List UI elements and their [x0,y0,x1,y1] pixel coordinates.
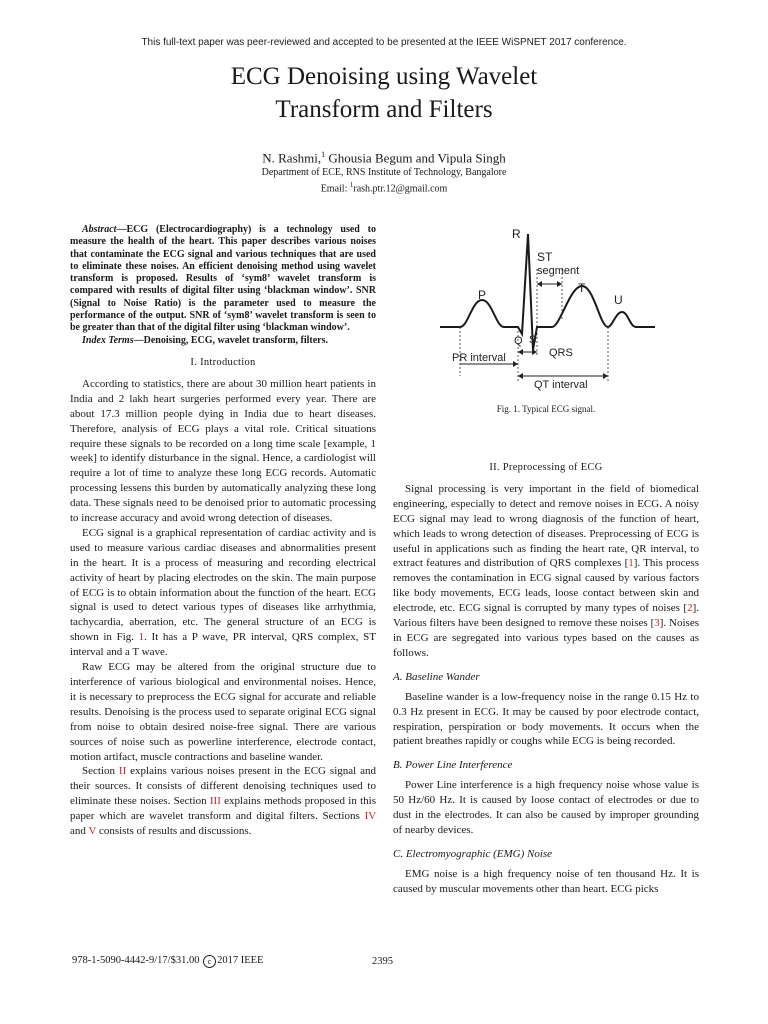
index-terms-label: Index Terms [82,334,134,346]
title-line-2: Transform and Filters [275,96,493,123]
intro-p4-text-c: explains methods proposed in this paper which are wavelet transform and digital filters. Sections [70,795,376,823]
index-terms-text: —Denoising, ECG, wavelet transform, filters. [133,334,329,346]
subsection-power-line: B. Power Line Interference [393,759,513,772]
label-segment: segment [537,265,580,277]
intro-paragraph-1: According to statistics, there are about 30 million heart patients in India and 2 lakh heart surgeries performed every year. There are about 17.3 million people dying in India due to heart diseases. Therefore, analysis of ECG plays a vital role. Critical situations require these signals to be recorded on a long time scale [example, 1 week] to identify disturbance in the signal. Hence, a cardiologist will require a lot of time to analyze these long ECG records. Automatic processing lessens this burden by automatically analyzing these long data. These signals need to be denoised prior to automatic processing to increase accuracy and avoid wrong detection of diseases. [70,377,376,525]
subsection-baseline-wander: A. Baseline Wander [393,670,480,683]
label-pr-interval: PR interval [452,352,506,364]
citation-2-link[interactable]: 2 [687,602,693,615]
prep-text-c: ]. Various filters have been designed to remove these noises [ [393,602,699,630]
title-line-1: ECG Denoising using Wavelet [230,63,538,90]
label-u: U [614,293,623,307]
section-iii-link[interactable]: III [209,795,221,808]
intro-paragraph-2 [70,526,376,660]
abstract [70,224,376,335]
intro-p4-text-e: consists of results and discussions. [96,825,252,838]
paper-title [100,60,668,126]
author-1-superscript: 1 [321,150,326,159]
figure-caption: Fig. 1. Typical ECG signal. [496,404,596,414]
intro-p2-text-b: . It has a P wave, PR interval, QRS complex, ST interval and a T wave. [70,631,376,659]
right-column [393,461,699,897]
index-terms [70,335,376,347]
prep-text-d: ]. Noises in ECG are segregated into various types based on the causes as follows. [393,617,700,659]
affiliation: Department of ECE, RNS Institute of Technology, Bangalore [261,167,507,178]
intro-p2-text-a: ECG signal is a graphical representation of cardiac activity and is used to measure various cardiac diseases and abnormalities present in the heart. It is a process of measuring and recording electrical activity of heart by placing electrodes on the skin. The main purpose of ECG is to obtain information about the function of the heart. ECG signal is used to detect various types of diseases like arrhythmia, tachycardia, aberration, etc. The general structure of an ECG is shown in Fig. [70,526,376,644]
footer-isbn [72,955,263,968]
left-column [70,224,376,839]
page-number: 2395 [372,956,393,967]
author-1: N. Rashmi, [262,150,322,166]
ecg-figure [440,224,655,394]
email-label: Email: [320,183,348,195]
section-v-link[interactable]: V [88,825,97,838]
label-qrs: QRS [549,347,573,359]
email-address: rash.ptr.12@gmail.com [353,183,448,195]
label-st: ST [537,250,553,264]
abstract-label: Abstract [82,224,117,235]
baseline-wander-paragraph: Baseline wander is a low-frequency noise in the range 0.15 Hz to 0.3 Hz present in ECG. It may be caused by poor electrode contact, respiration, perspiration or body movements. It occurs when the patient breathes rapidly or coughs while ECG is being recorded. [393,690,699,748]
author-list [0,150,768,166]
prep-text-b: ]. This process removes the contamination in ECG signal caused by various factors like body movements, ECG leads, loose contact between skin and electrode, etc. ECG signal is corrupted by many types of noises [ [393,557,699,615]
label-s: S [529,334,537,346]
abstract-text: —ECG (Electrocardiography) is a technology used to measure the health of the heart. This paper describes various noises that contaminate the ECG signal and various techniques that are used to eliminate these noises. An efficient denoising method using wavelet transform is proposed. Results of ‘sym8’ wavelet transform is compared with results of digital filter using ‘blackman window’. SNR (Signal to Noise Ratio) is the parameter used to measure the performance of the output. SNR of ‘sym8’ wavelet transform is seen to be greater than that of the digital filter using ‘blackman window’. [70,224,376,334]
email-superscript: 1 [349,181,354,189]
label-t: T [578,281,586,295]
intro-p4-text-a: Section [82,765,119,778]
prep-text-a: Signal processing is very important in the field of biomedical engineering, especially to detect and remove noises in ECG. A noisy ECG signal may lead to wrong diagnosis of the function of heart, which leads to wrong detection of diseases. Preprocessing of ECG is useful in applications such as finding the heart rate, QR interval, to extract features and distribution of QRS complexes [ [393,482,699,570]
preprocessing-paragraph [393,482,699,661]
label-p: P [478,288,487,302]
section-ii-link[interactable]: II [118,765,127,778]
label-qt-interval: QT interval [534,379,588,391]
label-q: Q [514,335,523,347]
section-iv-link[interactable]: IV [364,810,376,823]
power-line-paragraph: Power Line interference is a high frequency noise whose value is 50 Hz/60 Hz. It is caused by loose contact of electrodes or due to dust in the electrodes. It can also be caused by improper grounding of nearby devices. [393,779,699,836]
label-r: R [512,227,521,241]
citation-3-link[interactable]: 3 [654,617,660,630]
affiliation-block [0,166,768,195]
intro-p4-text-b: explains various noises present in the ECG signal and their sources. It consists of different denoising techniques used to eliminate these noises. Section [70,765,376,808]
citation-1-link[interactable]: 1 [628,557,634,570]
section-heading-preprocessing: II. Preprocessing of ECG [489,462,603,473]
intro-p4-text-d: and [70,825,89,838]
figure-1-link[interactable]: 1 [138,631,145,644]
section-heading-introduction: I. Introduction [190,356,256,368]
copyright-text: 2017 IEEE [217,955,264,966]
email-line [0,179,768,195]
conference-note: This full-text paper was peer-reviewed and accepted to be presented at the IEEE WiSPNET 2017 conference. [141,37,627,48]
intro-paragraph-3: Raw ECG may be altered from the original structure due to interference of various biological and environmental noises. Hence, it is necessary to preprocess the ECG signal for accurate and reliable results. Denoising is the process used to separate original ECG signal from noise to obtain desired noise-free signal. There are various sources of noise such as powerline interference, electrode contact, motion artifact, muscle contractions and baseline wander. [70,661,376,763]
emg-noise-paragraph: EMG noise is a high frequency noise of ten thousand Hz. It is caused by muscular movements other than heart. ECG picks [393,867,699,895]
isbn-text: 978-1-5090-4442-9/17/$31.00 [72,955,200,966]
copyright-icon: c [203,955,216,968]
other-authors: Ghousia Begum and Vipula Singh [328,150,506,166]
subsection-emg-noise: C. Electromyographic (EMG) Noise [393,847,553,860]
intro-paragraph-4 [70,764,376,839]
